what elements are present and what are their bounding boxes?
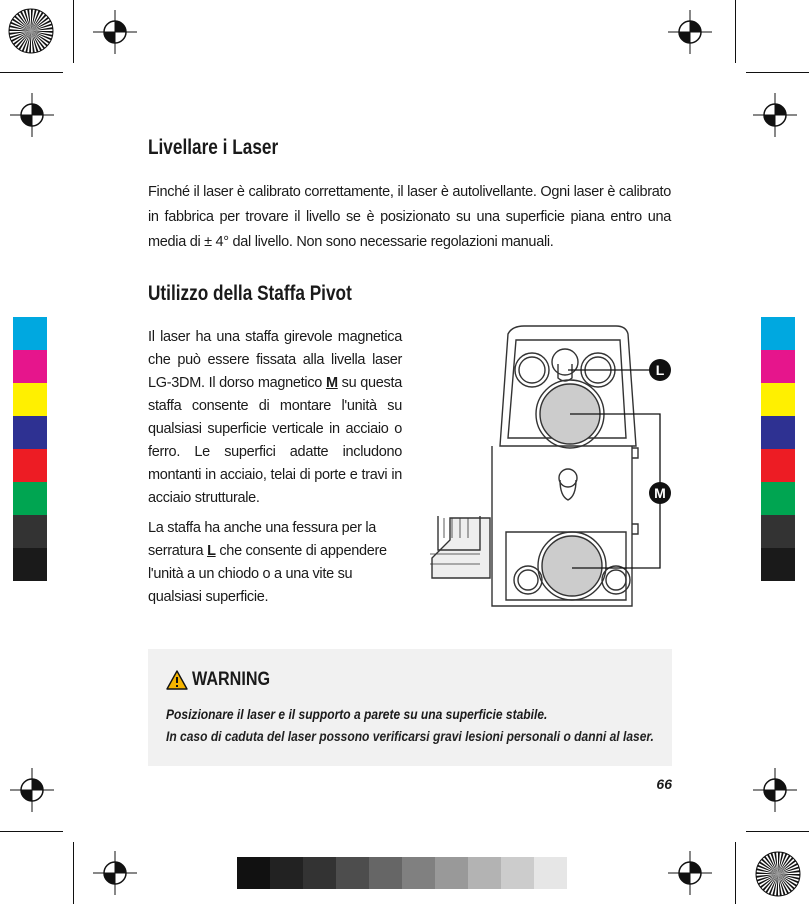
- crop-mark: [0, 831, 63, 832]
- label-m: M: [654, 485, 666, 501]
- key-ref-m: M: [325, 375, 338, 391]
- gray-swatch: [303, 857, 336, 889]
- color-swatch: [13, 482, 47, 515]
- section-title-leveling: Livellare i Laser: [148, 136, 279, 159]
- color-swatch: [13, 449, 47, 482]
- color-swatch: [13, 383, 47, 416]
- key-ref-l: L: [207, 543, 216, 559]
- pivot-bracket-illustration: [420, 318, 680, 610]
- crop-mark: [746, 72, 809, 73]
- crop-mark: [735, 0, 736, 63]
- gray-swatch: [468, 857, 501, 889]
- color-swatch: [13, 515, 47, 548]
- registration-target-icon: [10, 768, 54, 812]
- color-swatch: [761, 482, 795, 515]
- warning-text-primary: Posizionare il laser e il supporto a parete su una superficie stabile.: [166, 706, 548, 722]
- registration-target-icon: [10, 93, 54, 137]
- gray-swatch: [369, 857, 402, 889]
- gray-swatch: [534, 857, 567, 889]
- color-swatch: [761, 350, 795, 383]
- registration-target-icon: [753, 768, 797, 812]
- crop-mark: [73, 0, 74, 63]
- warning-text-secondary: In caso di caduta del laser possono verificarsi gravi lesioni personali o danni al laser.: [166, 728, 654, 744]
- color-swatch: [13, 548, 47, 581]
- color-swatch: [761, 317, 795, 350]
- color-swatch: [13, 416, 47, 449]
- color-swatch: [13, 317, 47, 350]
- color-swatch: [761, 383, 795, 416]
- registration-target-icon: [668, 851, 712, 895]
- crop-mark: [735, 842, 736, 904]
- color-swatch-column-left: [13, 317, 47, 581]
- gray-swatch: [336, 857, 369, 889]
- section-title-pivot-bracket: Utilizzo della Staffa Pivot: [148, 282, 352, 305]
- gray-swatch: [501, 857, 534, 889]
- gray-swatch: [402, 857, 435, 889]
- pivot-paragraph-2: La staffa ha anche una fessura per la serratura L che consente di appendere l'unità a un chiodo o a una vite su qualsiasi superficie.: [148, 520, 387, 605]
- color-swatch: [761, 548, 795, 581]
- crop-mark: [0, 72, 63, 73]
- gray-swatch: [237, 857, 270, 889]
- leveling-paragraph: Finché il laser è calibrato correttamente, il laser è autolivellante. Ogni laser è calibrato in fabbrica per trovare il livello se è posizionato su una superficie piana entro una media di ± 4° dal livello. Non sono necessarie regolazioni manuali.: [148, 184, 671, 250]
- page-number: 66: [656, 776, 672, 792]
- registration-target-icon: [753, 93, 797, 137]
- warning-triangle-icon: [166, 670, 188, 690]
- crop-mark: [746, 831, 809, 832]
- registration-target-icon: [668, 10, 712, 54]
- pivot-paragraph-1: Il laser ha una staffa girevole magnetica che può essere fissata alla livella laser LG-3DM. Il dorso magnetico M su questa staffa consente di montare l'unità su qualsiasi superficie verticale in acciaio o ferro. Le superfici adatte includono montanti in acciaio, telai di porte e travi in acciaio strutturale.: [148, 329, 402, 506]
- star-target-icon: [755, 851, 801, 897]
- color-swatch: [13, 350, 47, 383]
- warning-title: WARNING: [192, 669, 271, 690]
- color-swatch-column-right: [761, 317, 795, 581]
- grayscale-bar: [237, 857, 567, 889]
- label-l: L: [655, 362, 665, 378]
- registration-target-icon: [93, 851, 137, 895]
- color-swatch: [761, 449, 795, 482]
- gray-swatch: [435, 857, 468, 889]
- crop-mark: [73, 842, 74, 904]
- registration-target-icon: [93, 10, 137, 54]
- color-swatch: [761, 515, 795, 548]
- star-target-icon: [8, 8, 54, 54]
- warning-box: [148, 649, 672, 766]
- gray-swatch: [270, 857, 303, 889]
- color-swatch: [761, 416, 795, 449]
